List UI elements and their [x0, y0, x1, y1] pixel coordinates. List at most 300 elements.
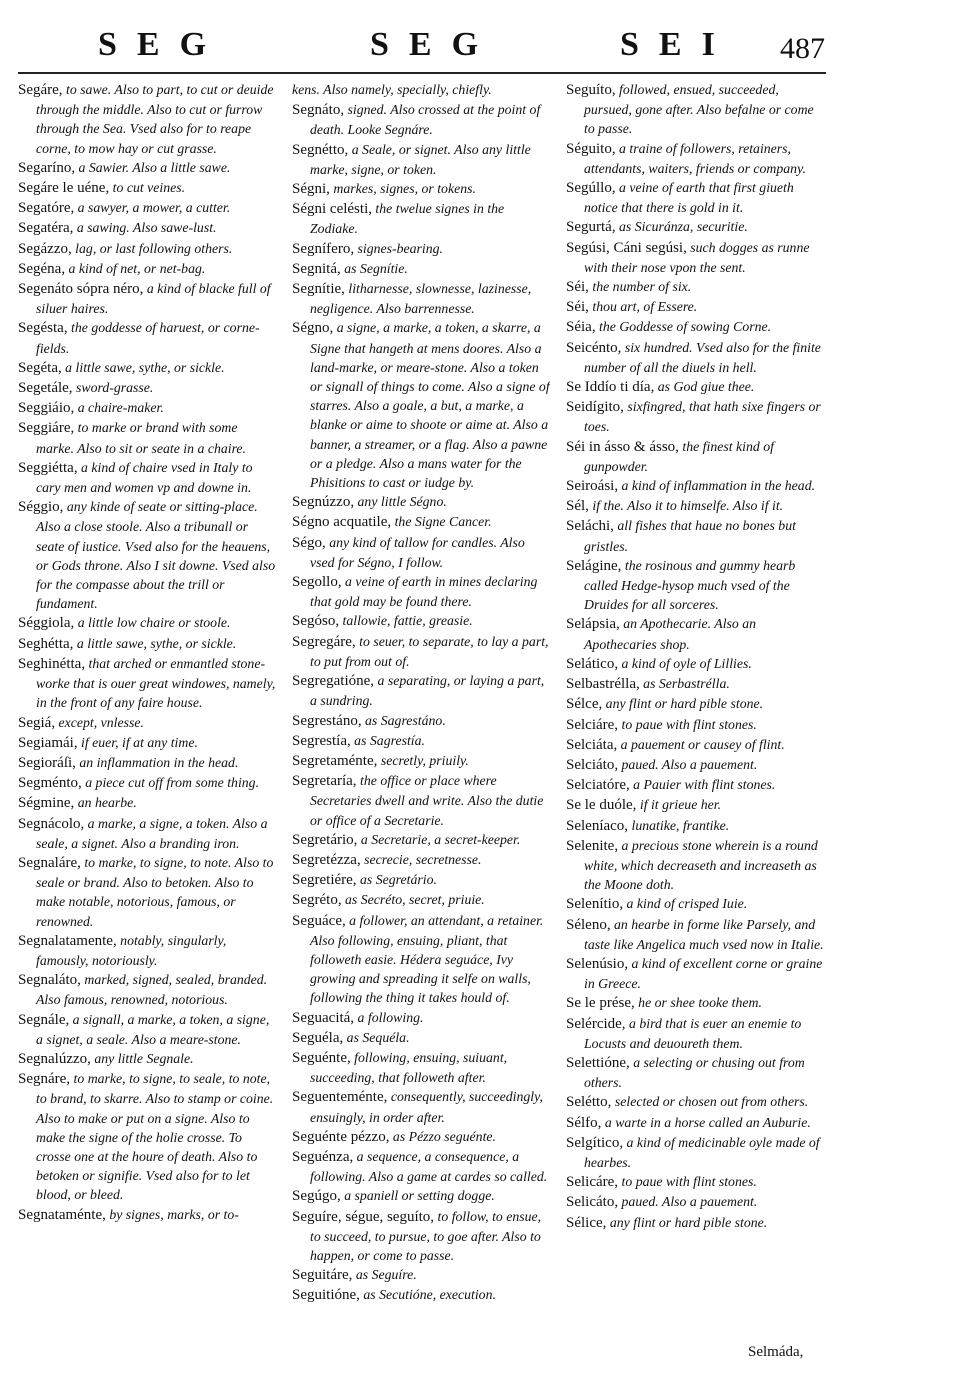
dictionary-entry: [292, 533, 550, 572]
dictionary-entry: [18, 1205, 276, 1225]
dictionary-entry: [18, 178, 276, 198]
dictionary-entry: [18, 458, 276, 497]
entry-definition: secrecie, secretnesse.: [360, 851, 482, 867]
entry-headword: Ségni,: [292, 181, 330, 198]
column-1: [18, 80, 276, 1370]
entry-definition: to marke, to signe, to note. Also to seale or brand. Also to betoken. Also to make notable, notorious, famous, or renowned.: [36, 854, 274, 929]
entry-definition: a bird that is euer an enemie to Locusts and deuoureth them.: [584, 1015, 802, 1051]
dictionary-entry: [18, 970, 276, 1009]
entry-headword: Se le prése,: [566, 995, 635, 1012]
entry-headword: Ségno,: [292, 320, 334, 337]
entry-headword: Séggio,: [18, 499, 64, 516]
dictionary-entry: [292, 890, 550, 910]
entry-headword: Segnáto,: [292, 102, 345, 119]
entry-definition: a sawing. Also sawe-lust.: [73, 220, 217, 236]
entry-definition: signes-bearing.: [354, 240, 443, 256]
entry-headword: Ségno acquatile,: [292, 514, 392, 531]
running-head-right: SEI: [620, 26, 735, 63]
entry-headword: Segatéra,: [18, 220, 74, 237]
entry-headword: Segretário,: [292, 831, 358, 848]
entry-headword: Segnétto,: [292, 141, 349, 158]
entry-definition: an Apothecarie. Also an Apothecaries shop.: [584, 616, 757, 652]
dictionary-entry: [292, 751, 550, 771]
dictionary-entry: [292, 259, 550, 279]
entry-headword: Selciáto,: [566, 756, 619, 773]
dictionary-entry: [18, 733, 276, 753]
entry-definition: any kinde of seate or sitting-place. Also a close stoole. Also a tribunall or seate of iustice. Vsed also for the heauens, or Gods throne. Also I sit downe. Vsed also for the compasse about the trill or fundament.: [36, 499, 276, 612]
entry-headword: Selettióne,: [566, 1054, 630, 1071]
dictionary-entry: [292, 850, 550, 870]
dictionary-entry: [566, 377, 824, 397]
entry-headword: Segiá,: [18, 714, 56, 731]
dictionary-entry: [18, 279, 276, 318]
entry-definition: as Serbastrélla.: [639, 676, 730, 692]
dictionary-entry: [18, 158, 276, 178]
header-rule: [18, 72, 826, 74]
entry-definition: to marke, to signe, to seale, to note, to brand, to skarre. Also to stamp or coine. Also to make or put on a signe. Also to make the signe of the holie crosse. To crosse one at the houre of death. Also to betoken or signifie. Vsed also for to let blood, or bleed.: [36, 1071, 274, 1203]
entry-definition: as Secréto, secret, priuie.: [341, 892, 485, 908]
entry-definition: as Sicuránza, securitie.: [615, 219, 748, 235]
dictionary-entry: [292, 100, 550, 139]
dictionary-entry: [18, 793, 276, 813]
entry-headword: Segéna,: [18, 260, 66, 277]
dictionary-entry: [566, 297, 824, 317]
entry-definition: a traine of followers, retainers, attendants, waiters, friends or company.: [584, 140, 806, 176]
entry-definition: he or shee tooke them.: [634, 995, 762, 1011]
dictionary-entry: [292, 199, 550, 238]
dictionary-entry: [566, 317, 824, 337]
dictionary-entry: [18, 853, 276, 931]
entry-definition: a follower, an attendant, a retainer. Also following, ensuing, pliant, that followeth easie. Hédera seguáce, Ivy growing and spreading it selfe on walls, following the thing it takes hould of.: [310, 912, 544, 1006]
entry-definition: a separating, or laying a part, a sundring.: [310, 673, 545, 709]
dictionary-entry: [292, 1048, 550, 1087]
entry-headword: Selicáto,: [566, 1194, 619, 1211]
entry-definition: that arched or enmantled stone-worke that is ouer great windowes, namely, in the front of any faire house.: [36, 655, 276, 711]
dictionary-entry: [292, 1028, 550, 1048]
entry-headword: Segretiére,: [292, 872, 357, 889]
entry-headword: Segnataménte,: [18, 1206, 106, 1223]
entry-definition: any flint or hard pible stone.: [606, 1214, 768, 1230]
entry-headword: Segnalúzzo,: [18, 1050, 91, 1067]
entry-headword: Ségni celésti,: [292, 201, 372, 218]
entry-definition: a kind of medicinable oyle made of hearbes.: [584, 1134, 820, 1170]
entry-headword: Selbastrélla,: [566, 676, 640, 693]
dictionary-entry: [18, 931, 276, 970]
entry-definition: if it grieue her.: [636, 797, 722, 813]
entry-definition: to seuer, to separate, to lay a part, to put from out of.: [310, 633, 549, 669]
entry-headword: Seggiétta,: [18, 459, 78, 476]
dictionary-entry: [566, 836, 824, 895]
dictionary-entry: [292, 140, 550, 179]
entry-definition: secretly, priuily.: [377, 752, 469, 768]
entry-definition: except, vnlesse.: [55, 714, 144, 730]
dictionary-entry: [566, 1014, 824, 1053]
dictionary-entry: [566, 775, 824, 795]
dictionary-entry: [566, 894, 824, 914]
entry-definition: an inflammation in the head.: [75, 754, 239, 770]
entry-headword: Segnaláre,: [18, 854, 81, 871]
entry-headword: Segéta,: [18, 359, 62, 376]
entry-definition: a kind of chaire vsed in Italy to cary men and women vp and downe in.: [36, 459, 253, 496]
entry-headword: Sélce,: [566, 696, 603, 713]
entry-headword: Segáre,: [18, 82, 63, 98]
entry-definition: a Seale, or signet. Also any little marke, signe, or token.: [310, 141, 531, 177]
entry-headword: Seguitáre,: [292, 1267, 353, 1284]
entry-headword: Ségmine,: [18, 795, 75, 812]
entry-headword: Segáre le uéne,: [18, 180, 110, 197]
dictionary-entry: [18, 814, 276, 853]
entry-headword: Sélice,: [566, 1214, 607, 1231]
entry-definition: as Secutióne, execution.: [359, 1287, 496, 1303]
entry-headword: Seggiáre,: [18, 420, 75, 437]
dictionary-entry: [292, 80, 550, 100]
entry-definition: as Segnítie.: [340, 260, 408, 276]
entry-headword: Selicáre,: [566, 1174, 619, 1191]
entry-definition: a kind of inflammation in the head.: [618, 478, 816, 494]
entry-definition: a veine of earth in mines declaring that gold may be found there.: [310, 574, 538, 610]
dictionary-entry: [18, 1069, 276, 1204]
entry-definition: the finest kind of gunpowder.: [584, 438, 774, 474]
dictionary-entry: [566, 816, 824, 836]
dictionary-entry: [566, 238, 824, 277]
entry-headword: Segatóre,: [18, 200, 75, 217]
entry-headword: Segnífero,: [292, 240, 355, 257]
entry-definition: litharnesse, slownesse, lazinesse, negligence. Also barrennesse.: [310, 281, 532, 317]
entry-headword: Segnáre,: [18, 1071, 71, 1088]
entry-definition: any kind of tallow for candles. Also vsed for Ségno, I follow.: [310, 534, 525, 570]
entry-headword: Seguíto,: [566, 82, 616, 98]
dictionary-entry: [566, 755, 824, 775]
entry-definition: to marke or brand with some marke. Also to sit or seate in a chaire.: [36, 420, 246, 456]
entry-headword: Séi,: [566, 299, 589, 316]
entry-headword: Segésta,: [18, 320, 68, 337]
entry-definition: the Signe Cancer.: [391, 514, 492, 530]
entry-definition: notably, singularly, famously, notoriously.: [36, 932, 227, 968]
dictionary-entry: [292, 239, 550, 259]
running-head-center: SEG: [370, 26, 499, 63]
entry-definition: kens. Also namely, specially, chiefly.: [292, 82, 492, 97]
entry-definition: to sawe. Also to part, to cut or deuide through the middle. Also to cut or furrow through the Sea. Vsed also for to reape corne, to mow hay or cut grasse.: [36, 82, 274, 156]
entry-definition: to follow, to ensue, to succeed, to pursue, to goe after. Also to happen, or come to passe.: [310, 1208, 542, 1263]
entry-definition: lag, or last following others.: [71, 240, 233, 256]
entry-definition: a marke, a signe, a token. Also a seale, a signet. Also a branding iron.: [36, 815, 268, 851]
entry-definition: a Secretarie, a secret-keeper.: [357, 831, 521, 847]
dictionary-entry: [566, 496, 824, 516]
entry-definition: the rosinous and gummy hearb called Hedge-hysop much vsed of the Druides for all sorceres.: [584, 557, 796, 613]
dictionary-entry: [292, 572, 550, 611]
entry-definition: a piece cut off from some thing.: [81, 775, 260, 791]
entry-definition: a warte in a horse called an Auburie.: [601, 1114, 811, 1130]
entry-headword: Segnúzzo,: [292, 494, 355, 511]
entry-definition: tallowie, fattie, greasie.: [339, 613, 473, 629]
dictionary-entry: [566, 1172, 824, 1192]
entry-definition: as Sequéla.: [343, 1029, 410, 1045]
dictionary-entry: [292, 318, 550, 492]
entry-definition: to paue with flint stones.: [618, 716, 757, 732]
entry-headword: Segurtá,: [566, 219, 616, 236]
entry-definition: an hearbe in forme like Parsely, and taste like Angelica much vsed now in Italie.: [584, 916, 824, 952]
entry-definition: selected or chosen out from others.: [611, 1094, 809, 1110]
dictionary-entry: [18, 80, 276, 158]
entry-headword: Segnalatamente,: [18, 932, 117, 949]
entry-headword: Se le duóle,: [566, 797, 637, 814]
entry-headword: Séi in ásso & ásso,: [566, 438, 679, 455]
dictionary-entry: [566, 437, 824, 476]
entry-headword: Segúllo,: [566, 180, 616, 197]
entry-headword: Se Iddío ti día,: [566, 379, 655, 396]
entry-headword: Selenítio,: [566, 896, 624, 913]
entry-definition: a little sawe, sythe, or sickle.: [61, 359, 225, 375]
entry-definition: a sawyer, a mower, a cutter.: [74, 200, 231, 216]
dictionary-entry: [18, 398, 276, 418]
dictionary-entry: [566, 556, 824, 615]
entry-headword: Segnácolo,: [18, 815, 85, 832]
entry-definition: a chaire-maker.: [74, 400, 164, 416]
entry-headword: Segréto,: [292, 892, 342, 909]
entry-headword: Segregatióne,: [292, 673, 375, 690]
entry-headword: Selenúsio,: [566, 955, 629, 972]
dictionary-entry: [292, 279, 550, 318]
dictionary-entry: [566, 476, 824, 496]
dictionary-entry: [18, 1049, 276, 1069]
dictionary-entry: [566, 516, 824, 555]
dictionary-entry: [18, 378, 276, 398]
entry-headword: Seguacitá,: [292, 1009, 355, 1026]
dictionary-entry: [18, 773, 276, 793]
entry-headword: Selétto,: [566, 1094, 612, 1111]
entry-headword: Séleno,: [566, 916, 611, 933]
dictionary-entry: [292, 1186, 550, 1206]
entry-headword: Segretaría,: [292, 773, 357, 790]
entry-definition: followed, ensued, succeeded, pursued, gone after. Also befalne or come to passe.: [584, 82, 814, 137]
entry-definition: to cut veines.: [109, 180, 186, 196]
entry-definition: consequently, succeedingly, ensuingly, in order after.: [310, 1089, 543, 1125]
dictionary-entry: [566, 1092, 824, 1112]
entry-headword: Seguénte,: [292, 1049, 351, 1066]
dictionary-entry: [18, 239, 276, 259]
entry-headword: Seidígito,: [566, 399, 624, 416]
dictionary-entry: [18, 1010, 276, 1049]
entry-definition: any little Ségno.: [354, 494, 447, 510]
dictionary-entry: [292, 1285, 550, 1305]
entry-definition: a kind of crisped Iuie.: [623, 896, 748, 912]
column-3: [566, 80, 824, 1370]
entry-headword: Séia,: [566, 319, 596, 336]
entry-headword: Selércide,: [566, 1015, 626, 1032]
entry-headword: Segóso,: [292, 613, 340, 630]
entry-definition: a kind of blacke full of siluer haires.: [36, 281, 271, 317]
entry-definition: a kind of excellent corne or graine in Greece.: [584, 955, 823, 992]
entry-headword: Selciatóre,: [566, 777, 630, 794]
entry-definition: the number of six.: [588, 279, 692, 295]
dictionary-entry: [18, 613, 276, 633]
entry-definition: the Goddesse of sowing Corne.: [595, 319, 772, 335]
entry-definition: as Sagrestía.: [350, 732, 425, 748]
entry-definition: the goddesse of haruest, or corne-fields.: [36, 320, 260, 356]
dictionary-entry: [18, 753, 276, 773]
dictionary-entry: [566, 139, 824, 178]
entry-headword: Selciáre,: [566, 716, 619, 733]
entry-definition: all fishes that haue no bones but gristles.: [584, 518, 796, 554]
running-head-left: SEG: [98, 26, 227, 63]
dictionary-entry: [292, 512, 550, 532]
entry-headword: Segregáre,: [292, 633, 356, 650]
entry-definition: as Segretário.: [356, 872, 437, 888]
dictionary-entry: [292, 492, 550, 512]
entry-definition: if euer, if at any time.: [77, 734, 198, 750]
entry-definition: any flint or hard pible stone.: [602, 696, 764, 712]
entry-headword: Seguénte pézzo,: [292, 1128, 390, 1145]
dictionary-entry: [566, 795, 824, 815]
entry-headword: Seleníaco,: [566, 817, 629, 834]
dictionary-entry: [566, 178, 824, 217]
entry-definition: a following.: [354, 1009, 424, 1025]
entry-headword: Seguáce,: [292, 912, 346, 929]
entry-headword: Segollo,: [292, 574, 342, 591]
entry-headword: Segenáto sópra néro,: [18, 281, 144, 298]
entry-definition: a veine of earth that first giueth notice that there is gold in it.: [584, 180, 794, 216]
entry-headword: Segetále,: [18, 380, 73, 397]
dictionary-entry: [292, 1265, 550, 1285]
entry-headword: Segrestáno,: [292, 712, 362, 729]
entry-definition: marked, signed, sealed, branded. Also famous, renowned, notorious.: [36, 972, 268, 1008]
column-2: [292, 80, 550, 1370]
entry-definition: a kind of oyle of Lillies.: [618, 655, 752, 671]
dictionary-entry: [292, 1147, 550, 1186]
entry-definition: the office or place where Secretaries dwell and write. Also the dutie or office of a Secretarie.: [310, 773, 544, 828]
entry-definition: as Sagrestáno.: [361, 712, 446, 728]
entry-headword: Seghétta,: [18, 635, 74, 652]
entry-headword: Sél,: [566, 498, 589, 515]
entry-headword: Seggiáio,: [18, 400, 75, 417]
dictionary-entry: [292, 731, 550, 751]
entry-definition: a Sawier. Also a little sawe.: [75, 159, 231, 175]
dictionary-entry: [566, 954, 824, 993]
entry-headword: Selágine,: [566, 557, 622, 574]
entry-definition: signed. Also crossed at the point of death. Looke Segnáre.: [310, 102, 541, 138]
dictionary-entry: [566, 1133, 824, 1172]
entry-definition: a selecting or chusing out from others.: [584, 1054, 805, 1091]
entry-definition: a sequence, a consequence, a following. Also a game at cardes so called.: [310, 1148, 548, 1185]
entry-headword: Selciáta,: [566, 736, 618, 753]
entry-headword: Selápsia,: [566, 616, 620, 633]
dictionary-entry: [18, 259, 276, 279]
dictionary-entry: [18, 654, 276, 713]
dictionary-entry: [292, 1127, 550, 1147]
dictionary-entry: [566, 397, 824, 436]
running-head: [0, 26, 980, 70]
entry-headword: Séguito,: [566, 140, 616, 157]
dictionary-entry: [18, 198, 276, 218]
dictionary-entry: [292, 179, 550, 199]
dictionary-entry: [566, 614, 824, 653]
entry-headword: Seláchi,: [566, 518, 614, 535]
entry-definition: sword-grasse.: [72, 380, 154, 396]
entry-definition: paued. Also a pauement.: [618, 756, 758, 772]
entry-headword: Segnítie,: [292, 281, 345, 298]
entry-definition: a signall, a marke, a token, a signe, a signet, a seale. Also a meare-stone.: [36, 1011, 270, 1047]
dictionary-entry: [292, 632, 550, 671]
dictionary-entry: [566, 715, 824, 735]
entry-definition: an hearbe.: [74, 795, 137, 811]
entry-definition: as God giue thee.: [654, 379, 755, 395]
entry-definition: as Pézzo seguénte.: [389, 1128, 496, 1144]
entry-headword: Segretaménte,: [292, 752, 378, 769]
entry-headword: Segménto,: [18, 775, 82, 792]
entry-headword: Selático,: [566, 655, 619, 672]
entry-headword: Sélfo,: [566, 1114, 602, 1131]
dictionary-entry: [292, 771, 550, 830]
entry-headword: Ségo,: [292, 534, 326, 551]
entry-definition: six hundred. Vsed also for the finite number of all the diuels in hell.: [584, 339, 821, 375]
entry-definition: to paue with flint stones.: [618, 1174, 757, 1190]
dictionary-entry: [18, 713, 276, 733]
entry-definition: if the. Also it to himselfe. Also if it.: [588, 498, 784, 514]
entry-headword: Seghinétta,: [18, 655, 86, 672]
entry-headword: Segrestía,: [292, 732, 351, 749]
dictionary-entry: [566, 1213, 824, 1233]
dictionary-entry: [292, 671, 550, 710]
entry-definition: markes, signes, or tokens.: [329, 181, 476, 197]
dictionary-entry: [18, 497, 276, 613]
entry-headword: Seguénza,: [292, 1148, 354, 1165]
dictionary-entry: [18, 418, 276, 457]
dictionary-entry: [566, 674, 824, 694]
dictionary-entry: [18, 634, 276, 654]
dictionary-entry: [292, 1087, 550, 1126]
dictionary-entry: [292, 830, 550, 850]
dictionary-entry: [292, 711, 550, 731]
entry-headword: Segretézza,: [292, 851, 361, 868]
dictionary-entry: [566, 80, 824, 139]
dictionary-entry: [292, 870, 550, 890]
entry-headword: Seicénto,: [566, 339, 622, 356]
dictionary-entry: [292, 1207, 550, 1266]
entry-definition: a signe, a marke, a token, a skarre, a Signe that hangeth at mens doores. Also a land-marke, or meare-stone. Also a token or signall of things to come. Also a signe of starres. Also a goale, a but, a marke, a blanke or aime to shoote or aime at. Also a banner, a streamer, or a flag. Also a pawne or a pledge. Also a mans water for the Phisitions to cast or iudge by.: [310, 320, 550, 491]
entry-headword: Selgítico,: [566, 1134, 624, 1151]
entry-headword: Segúgo,: [292, 1188, 341, 1205]
entry-headword: Segnále,: [18, 1011, 70, 1028]
entry-headword: Seguitióne,: [292, 1287, 360, 1304]
entry-definition: paued. Also a pauement.: [618, 1194, 758, 1210]
dictionary-entry: [18, 358, 276, 378]
entry-headword: Seguenteménte,: [292, 1089, 388, 1106]
entry-headword: Seguíre, ségue, seguíto,: [292, 1208, 435, 1225]
dictionary-entry: [18, 218, 276, 238]
dictionary-entry: [566, 735, 824, 755]
entry-definition: lunatike, frantike.: [628, 817, 730, 833]
entry-definition: a precious stone wherein is a round white, which decreaseth and increaseth as the Moone doth.: [584, 837, 818, 893]
dictionary-entry: [292, 1008, 550, 1028]
entry-headword: Segúsi, Cáni segúsi,: [566, 239, 687, 256]
dictionary-entry: [566, 277, 824, 297]
entry-definition: a little sawe, sythe, or sickle.: [73, 635, 237, 651]
entry-definition: following, ensuing, suiuant, succeeding, that followeth after.: [310, 1049, 508, 1086]
entry-headword: Segnaláto,: [18, 972, 81, 989]
entry-headword: Segioráſi,: [18, 754, 76, 771]
page-number: 487: [780, 32, 825, 65]
entry-definition: a spaniell or setting dogge.: [340, 1188, 495, 1204]
entry-headword: Segaríno,: [18, 159, 76, 176]
dictionary-entry: [566, 1113, 824, 1133]
dictionary-entry: [566, 993, 824, 1013]
dictionary-entry: [566, 1192, 824, 1212]
entry-definition: the twelue signes in the Zodiake.: [310, 201, 505, 237]
entry-definition: thou art, of Essere.: [588, 299, 698, 315]
entry-definition: any little Segnale.: [90, 1050, 194, 1066]
entry-headword: Seiroási,: [566, 478, 619, 495]
dictionary-entry: [566, 217, 824, 237]
